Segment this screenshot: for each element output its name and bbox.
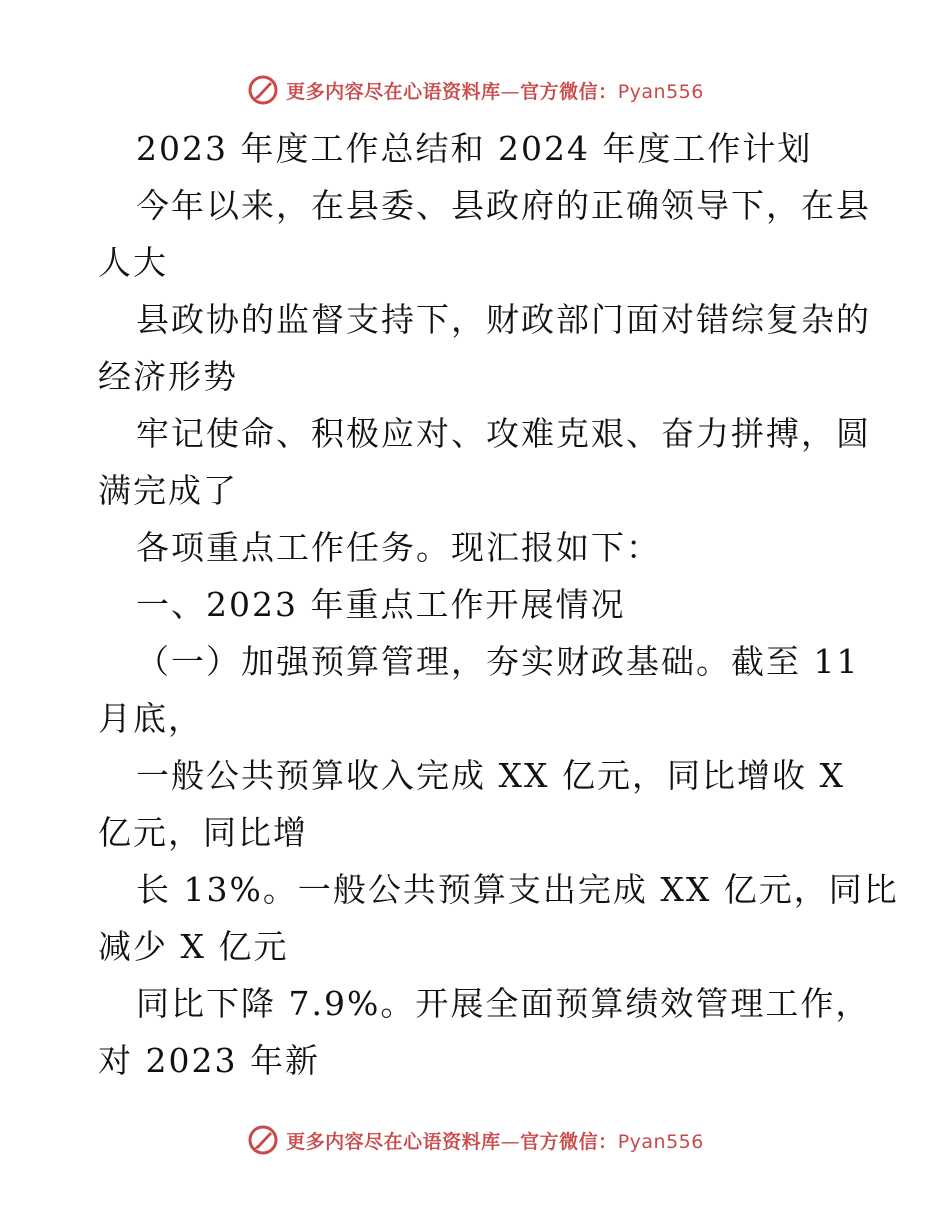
document-line: 月底， [98,699,203,738]
header-watermark [0,70,950,110]
quill-seal-icon [246,1123,280,1157]
watermark-text: 更多内容尽在心语资料库—官方微信：Pyan556 [286,1130,704,1153]
document-line: 牢记使命、积极应对、攻难克艰、奋力拼搏，圆 [136,414,871,453]
document-line: 减少 X 亿元 [98,927,289,966]
document-body [98,120,899,1089]
document-line: 各项重点工作任务。现汇报如下： [136,528,661,567]
document-line: 2023 年度工作总结和 2024 年度工作计划 [136,129,813,168]
document-line: 县政协的监督支持下，财政部门面对错综复杂的 [136,300,871,339]
watermark-text: 更多内容尽在心语资料库—官方微信：Pyan556 [286,80,704,103]
footer-watermark [0,1120,950,1160]
document-line: 满完成了 [98,471,238,510]
document-line: 长 13%。一般公共预算支出完成 XX 亿元，同比 [136,870,899,909]
document-line: 经济形势 [98,357,238,396]
document-line: （一）加强预算管理，夯实财政基础。截至 11 [136,642,860,681]
document-line: 亿元，同比增 [98,813,308,852]
quill-seal-icon [246,73,280,107]
document-line: 一、2023 年重点工作开展情况 [136,585,626,624]
document-line: 同比下降 7.9%。开展全面预算绩效管理工作， [136,984,871,1023]
document-line: 人大 [98,243,168,282]
document-line: 今年以来，在县委、县政府的正确领导下，在县 [136,186,871,225]
document-line: 一般公共预算收入完成 XX 亿元，同比增收 X [136,756,845,795]
document-line: 对 2023 年新 [98,1041,320,1080]
